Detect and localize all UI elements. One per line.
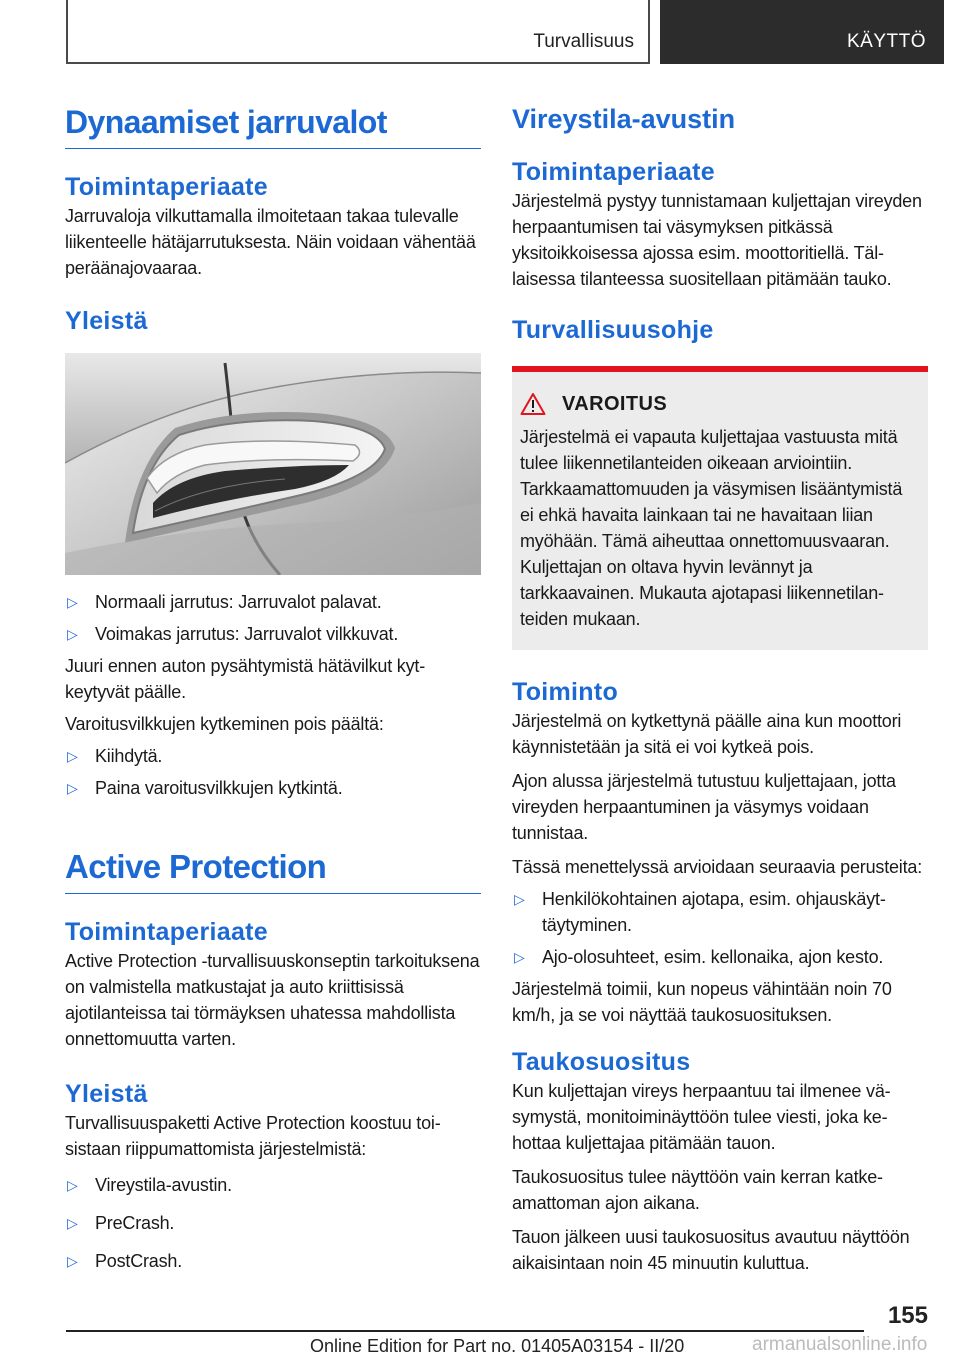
system-list — [65, 1172, 481, 1274]
left-column — [65, 100, 481, 1280]
paragraph-principle-2: Active Protection -turvallisuuskonseptin tarkoituksena on valmistella matkustajat ja auto kriittisissä ajotilanteissa tai törmäyksen uhatessa mahdollista onnettomuutta varten. — [65, 951, 480, 1049]
heading-principle-right: Toimintaperiaate — [512, 158, 715, 186]
list-item: ▷ PreCrash. — [65, 1210, 481, 1236]
heading-function: Toiminto — [512, 678, 619, 706]
list-item: ▷ Normaali jarrutus: Jarruvalot palavat. — [65, 589, 481, 615]
heading-principle-2: Toimintaperiaate — [65, 918, 268, 946]
heading-general: Yleistä — [65, 307, 148, 335]
paragraph-function-2: Ajon alussa järjestelmä tutustuu kuljettajaan, jotta vireyden herpaantuminen ja väsymys voidaan tunnistaa. — [512, 771, 896, 843]
paragraph-pause-1: Kun kuljettajan vireys herpaantuu tai ilmenee väsymystä, monitoiminäyttöön tulee viesti, joka kehottaa kuljettajaa pitämään tauon. — [512, 1081, 891, 1153]
criteria-list — [512, 886, 928, 970]
header-chapter-title: KÄYTTÖ — [846, 31, 926, 52]
footer-watermark: armanualsonline.info — [752, 1334, 928, 1355]
paragraph-function-3: Tässä menettelyssä arvioidaan seuraavia perusteita: — [512, 857, 923, 877]
page-number: 155 — [887, 1302, 928, 1329]
warning-triangle-icon — [520, 392, 546, 416]
warning-title: VAROITUS — [562, 392, 668, 415]
paragraph-function-4: Järjestelmä toimii, kun nopeus vähintään noin 70 km/h, ja se voi näyttää taukosuosituksen. — [512, 979, 892, 1025]
paragraph-function-1: Järjestelmä on kytkettynä päälle aina kun moottori käynnistetään ja sitä ei voi kytkeä pois. — [512, 711, 902, 757]
heading-safety: Turvallisuusohje — [512, 316, 714, 344]
header-section-title: Turvallisuus — [533, 31, 634, 52]
list-item: ▷ Paina varoitusvilkkujen kytkintä. — [65, 775, 481, 801]
paragraph-principle-right: Järjestelmä pystyy tunnistamaan kuljettajan vireyden herpaantumisen tai väsymyksen pitkässä yksitoikkoisessa ajossa esim. moottoritiellä. Tällaisessa tilanteessa suositellaan pitämään tauko. — [512, 191, 922, 289]
hazard-off-list — [65, 743, 481, 801]
right-column — [512, 100, 928, 1276]
brake-behavior-list — [65, 589, 481, 647]
list-item: ▷ Vireystila-avustin. — [65, 1172, 481, 1198]
paragraph-principle: Jarruvaloja vilkuttamalla ilmoitetaan takaa tulevalle liikenteelle hätäjarrutuksesta. Näin voidaan vähentää peräänajovaaraa. — [65, 206, 476, 278]
heading-pause: Taukosuositus — [512, 1048, 691, 1076]
list-item: ▷ PostCrash. — [65, 1248, 481, 1274]
paragraph-hazard-off: Varoitusvilkkujen kytkeminen pois päältä: — [65, 714, 384, 734]
heading-general-2: Yleistä — [65, 1080, 148, 1108]
heading-principle: Toimintaperiaate — [65, 173, 268, 201]
paragraph-hazard: Juuri ennen auton pysähtymistä hätävilkut kytkeytyvät päälle. — [65, 656, 426, 702]
title-dynamic-brake-lights: Dynaamiset jarruvalot — [65, 100, 481, 149]
footer-rule — [66, 1330, 864, 1332]
paragraph-pause-2: Taukosuositus tulee näyttöön vain kerran katkeamattoman ajon aikana. — [512, 1167, 884, 1213]
list-item: ▷ Ajo-olosuhteet, esim. kellonaika, ajon kesto. — [512, 944, 928, 970]
title-alertness-assistant: Vireystila-avustin — [512, 104, 736, 134]
list-item: ▷ Voimakas jarrutus: Jarruvalot vilkkuvat. — [65, 621, 481, 647]
warning-box — [512, 366, 928, 650]
paragraph-pause-3: Tauon jälkeen uusi taukosuositus avautuu näyttöön aikaisintaan noin 45 minuutin kuluttua. — [512, 1227, 910, 1273]
list-item: ▷ Henkilökohtainen ajotapa, esim. ohjauskäyttäytyminen. — [512, 886, 928, 938]
title-active-protection: Active Protection — [65, 845, 481, 894]
footer-edition: Online Edition for Part no. 01405A03154 - II/20 — [310, 1336, 685, 1356]
header-section-tab — [66, 0, 650, 64]
list-item: ▷ Kiihdytä. — [65, 743, 481, 769]
header-chapter-tab — [660, 0, 944, 64]
paragraph-general-2: Turvallisuuspaketti Active Protection koostuu toisistaan riippumattomista järjestelmistä: — [65, 1113, 441, 1159]
warning-text: Järjestelmä ei vapauta kuljettajaa vastuusta mitä tulee liikennetilanteiden oikeaan arviointiin. Tarkkaamattomuuden ja väsymisen lisääntymistä ei ehkä havaita lainkaan tai ne havaitaan liian myöhään. Tämä aiheuttaa onnettomuusvaaran. Kuljettajan on oltava hyvin levännyt ja tarkkaavainen. Mukauta ajotapasi liikennetilanteiden mukaan. — [520, 427, 903, 629]
tail-light-photo — [65, 353, 481, 575]
